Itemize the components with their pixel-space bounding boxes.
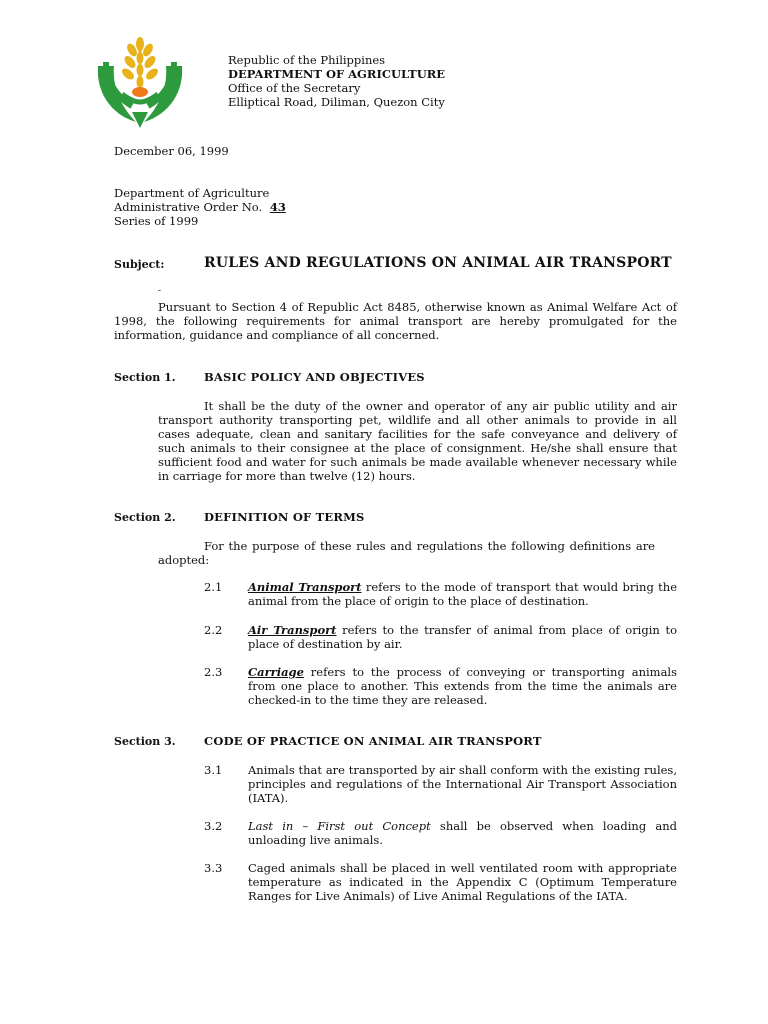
order-department: Department of Agriculture [114, 186, 270, 200]
definition-term: Air Transport [248, 623, 337, 637]
definition-number: 2.1 [204, 580, 223, 594]
letterhead-office: Office of the Secretary [228, 81, 361, 95]
section-3-label: Section 3. [114, 735, 176, 748]
practice-text [248, 819, 677, 847]
practice-number: 3.1 [204, 763, 223, 777]
definition-term: Carriage [248, 665, 304, 679]
definition-term: Animal Transport [248, 580, 362, 594]
definition-number: 2.3 [204, 665, 223, 679]
section-1-paragraph: It shall be the duty of the owner and operator of any air public utility and air transport authority transporting pet, wildlife and all other animals to provide in all cases adequate, clean and sanitary facilities for the safe conveyance and delivery of such animals to their consignee at the place of consignment. He/she shall ensure that sufficient food and water for such animals be made available whenever necessary while in carriage for more than twelve (12) hours. [158, 399, 677, 483]
letterhead-address: Elliptical Road, Diliman, Quezon City [228, 95, 445, 109]
subject-label: Subject: [114, 258, 165, 271]
definition-number: 2.2 [204, 623, 223, 637]
definition-text [248, 665, 677, 707]
practice-number: 3.2 [204, 819, 223, 833]
order-number: 43 [269, 200, 286, 214]
section-2-label: Section 2. [114, 511, 176, 524]
section-1-title: BASIC POLICY AND OBJECTIVES [204, 370, 425, 384]
document-date: December 06, 1999 [114, 144, 229, 158]
subject-title: RULES AND REGULATIONS ON ANIMAL AIR TRANSPORT [204, 255, 672, 271]
definition-body: refers to the process of conveying or transporting animals from one place to another. This extends from the time the animals are checked-in to the time they are released. [248, 665, 677, 707]
practice-text: Animals that are transported by air shall conform with the existing rules, principles and regulations of the International Air Transport Association (IATA). [248, 763, 677, 805]
order-series: Series of 1999 [114, 214, 199, 228]
practice-number: 3.3 [204, 861, 223, 875]
order-prefix: Administrative Order No. [114, 200, 263, 214]
definition-text [248, 580, 677, 608]
letterhead [228, 53, 445, 109]
order-number-line [114, 200, 286, 214]
letterhead-country: Republic of the Philippines [228, 53, 386, 67]
practice-body: shall be observed when loading and unloading live animals. [248, 819, 677, 847]
intro-mark: - [158, 286, 162, 296]
practice-text: Caged animals shall be placed in well ventilated room with appropriate temperature as indicated in the Appendix C (Optimum Temperature Ranges for Live Animals) of Live Animal Regulations of the IATA. [248, 861, 677, 903]
practice-concept: Last in – First out Concept [248, 819, 431, 833]
definition-text [248, 623, 677, 651]
intro-paragraph: Pursuant to Section 4 of Republic Act 8485, otherwise known as Animal Welfare Act of 1998, the following requirements for animal transport are hereby promulgated for the information, guidance and compliance of all concerned. [114, 300, 677, 342]
department-of-agriculture-logo [92, 36, 188, 128]
section-2-intro: For the purpose of these rules and regulations the following definitions are adopted: [158, 539, 655, 567]
section-2-title: DEFINITION OF TERMS [204, 510, 365, 524]
section-3-title: CODE OF PRACTICE ON ANIMAL AIR TRANSPORT [204, 734, 542, 748]
letterhead-department: DEPARTMENT OF AGRICULTURE [228, 67, 446, 81]
definition-body: refers to the transfer of animal from place of origin to place of destination by air. [248, 623, 677, 651]
section-1-label: Section 1. [114, 371, 176, 384]
order-block [114, 186, 286, 228]
definition-body: refers to the mode of transport that would bring the animal from the place of origin to the place of destination. [248, 580, 678, 608]
